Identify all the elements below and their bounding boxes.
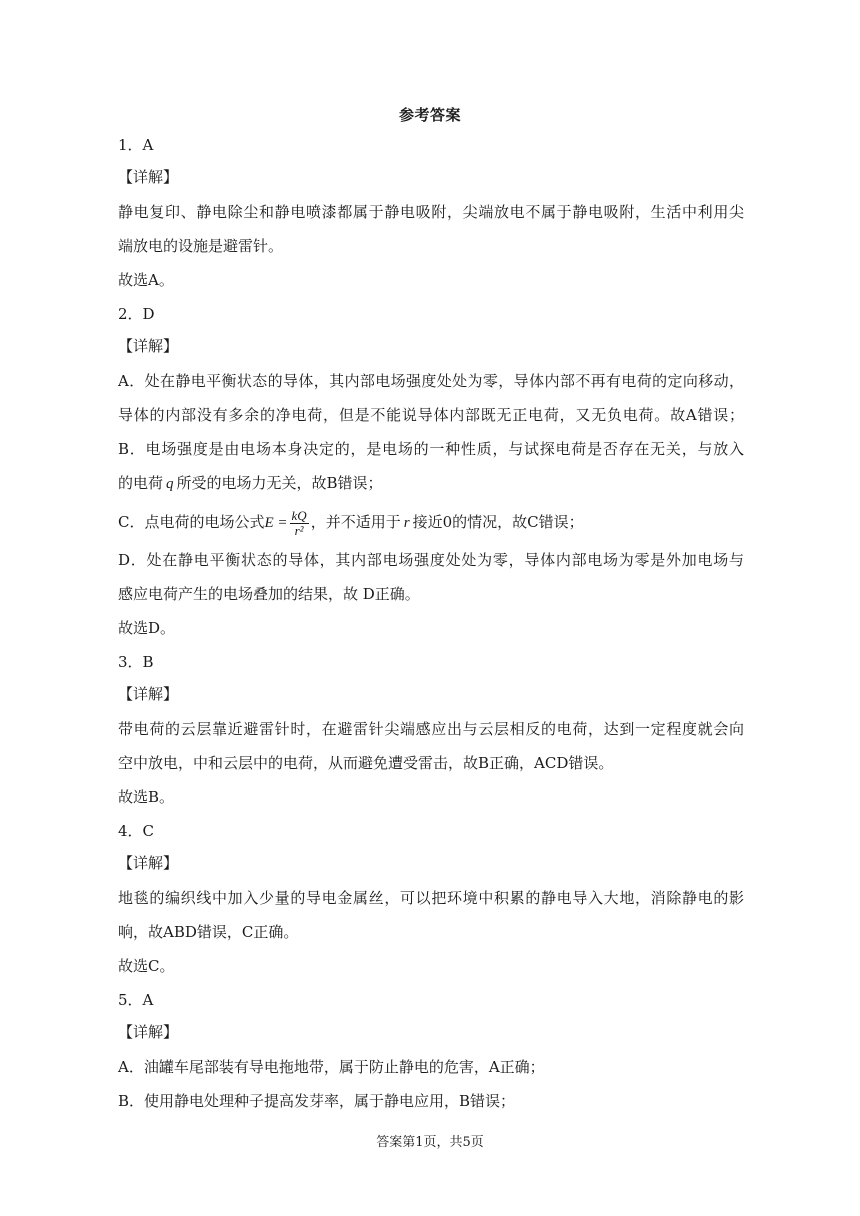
- q4-text-line-2: 响，故ABD错误，C正确。: [118, 923, 299, 941]
- q2-detail-label: 【详解】: [118, 337, 179, 355]
- q2-b2-pre: 的电荷: [118, 474, 164, 492]
- q5-heading: 5．A: [118, 991, 154, 1009]
- q5-option-b: B．使用静电处理种子提高发芽率，属于静电应用，B错误；: [118, 1092, 516, 1110]
- q5-detail-label: 【详解】: [118, 1023, 179, 1041]
- q5-option-a: A．油罐车尾部装有导电拖地带，属于防止静电的危害，A正确；: [118, 1058, 545, 1076]
- q2-c-var: r: [403, 515, 410, 531]
- q2-b2-post: 所受的电场力无关，故B错误；: [176, 474, 383, 492]
- q2-option-a-line-2: 导体的内部没有多余的净电荷，但是不能说导体内部既无正电荷，又无负电荷。故A错误；: [118, 406, 744, 424]
- q2-option-d-line-2: 感应电荷产生的电场叠加的结果，故 D正确。: [118, 585, 420, 603]
- q2-option-b-line-1: B．电场强度是由电场本身决定的，是电场的一种性质，与试探电荷是否存在无关，与放入: [118, 440, 744, 458]
- q4-answer: 故选C。: [118, 957, 175, 975]
- q1-heading: 1．A: [118, 136, 154, 154]
- q4-detail-label: 【详解】: [118, 854, 179, 872]
- q3-answer: 故选B。: [118, 788, 175, 806]
- q2-option-d-line-1: D．处在静电平衡状态的导体，其内部电场强度处处为零，导体内部电场为零是外加电场与: [118, 551, 744, 569]
- q1-answer: 故选A。: [118, 271, 174, 289]
- formula-numerator: kQ: [291, 507, 307, 523]
- q2-c-pre: C．点电荷的电场公式: [118, 513, 265, 531]
- q2-c-mid: ，并不适用于: [310, 513, 401, 531]
- q2-option-b-line-2: [118, 473, 744, 494]
- q2-b2-var: q: [166, 476, 174, 492]
- q2-option-a-line-1: A．处在静电平衡状态的导体，其内部电场强度处处为零，导体内部不再有电荷的定向移动，: [118, 372, 744, 390]
- formula-fraction: [290, 509, 309, 538]
- q3-detail-label: 【详解】: [118, 685, 179, 703]
- q2-answer: 故选D。: [118, 619, 176, 637]
- formula-denominator: r²: [294, 522, 304, 538]
- q2-c-post: 接近0的情况，故C错误；: [412, 513, 584, 531]
- q2-option-c: [118, 505, 744, 539]
- q2-heading: 2．D: [118, 305, 155, 323]
- q3-text-line-2: 空中放电，中和云层中的电荷，从而避免遭受雷击，故B正确，ACD错误。: [118, 754, 614, 772]
- q3-text-line-1: 带电荷的云层靠近避雷针时，在避雷针尖端感应出与云层相反的电荷，达到一定程度就会向: [118, 720, 744, 738]
- q3-heading: 3．B: [118, 653, 154, 671]
- page-footer: 答案第1页，共5页: [376, 1135, 484, 1150]
- page-title: 参考答案: [398, 106, 461, 124]
- q1-text-line-2: 端放电的设施是避雷针。: [118, 237, 284, 255]
- formula-lhs: E =: [264, 515, 288, 531]
- q4-text-line-1: 地毯的编织线中加入少量的导电金属丝，可以把环境中积累的静电导入大地，消除静电的影: [118, 889, 744, 907]
- q4-heading: 4．C: [118, 822, 155, 840]
- q1-detail-label: 【详解】: [118, 168, 179, 186]
- q1-text-line-1: 静电复印、静电除尘和静电喷漆都属于静电吸附，尖端放电不属于静电吸附，生活中利用尖: [118, 203, 744, 221]
